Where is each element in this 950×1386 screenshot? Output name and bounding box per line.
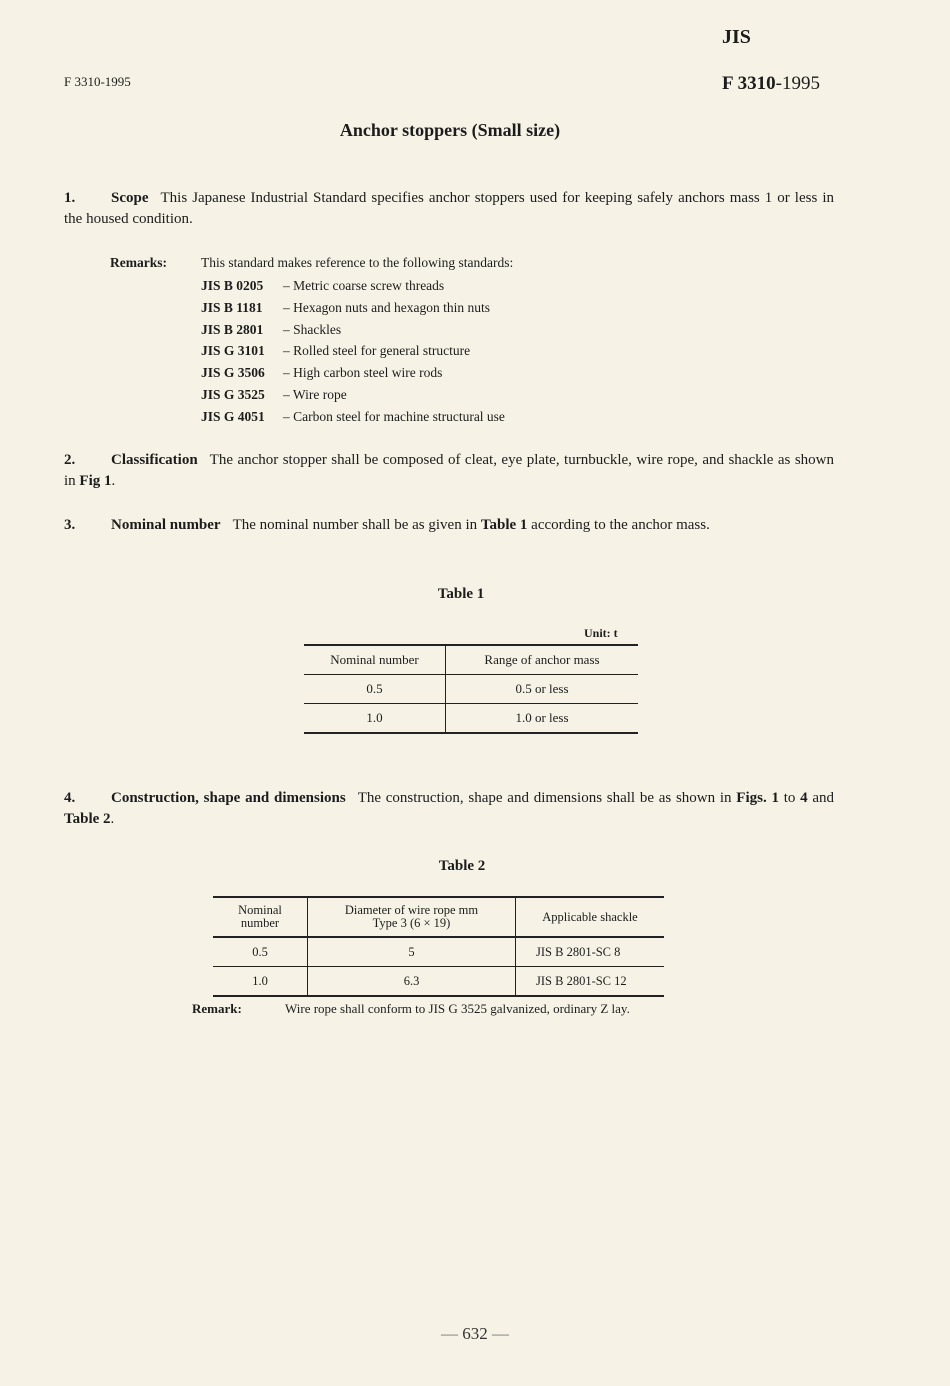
table-row <box>213 937 664 967</box>
section-text: The nominal number shall be as given in <box>232 517 481 533</box>
table-header-cell: Nominal number <box>304 645 446 675</box>
table-header-row <box>304 645 638 675</box>
table2-remark-text: Wire rope shall conform to JIS G 3525 galvanized, ordinary Z lay. <box>285 1001 630 1016</box>
table-cell: 6.3 <box>308 967 516 997</box>
standard-code: JIS G 4051 <box>201 408 265 424</box>
section-text-tail: according to the anchor mass. <box>527 517 710 533</box>
section-construction <box>64 788 834 830</box>
section-heading: Nominal number <box>111 517 221 533</box>
section-heading: Construction, shape and dimensions <box>111 790 346 806</box>
standard-item <box>201 362 505 384</box>
standard-title: – Shackles <box>283 321 342 337</box>
table-header-cell: Applicable shackle <box>516 897 665 937</box>
table-header-row <box>213 897 664 937</box>
referenced-standards-list <box>201 275 505 428</box>
figure-reference: Fig 1 <box>79 473 112 489</box>
section-scope <box>64 188 834 230</box>
section-text: The construction, shape and dimensions shall be as shown in <box>357 790 737 806</box>
section-text: The anchor stopper shall be composed of cleat, eye plate, turnbuckle, wire rope, and shackle as shown in <box>64 452 834 489</box>
table2 <box>213 896 664 997</box>
section-classification <box>64 450 834 492</box>
table2-caption: Table 2 <box>438 858 486 874</box>
section-text-mid: and <box>807 790 835 806</box>
table-header-cell: Nominal number <box>213 897 308 937</box>
section-text-tail: . <box>111 473 116 489</box>
table-cell: 5 <box>308 937 516 967</box>
table-cell: 1.0 or less <box>515 710 569 725</box>
table-cell: 0.5 or less <box>446 675 639 704</box>
standard-code: JIS G 3506 <box>201 365 265 381</box>
standard-code: JIS G 3101 <box>201 343 265 359</box>
standard-item <box>201 319 505 341</box>
section-heading: Scope <box>111 190 149 206</box>
page-number: — 632 — <box>441 1324 509 1343</box>
standard-item <box>201 406 505 428</box>
table1-caption: Table 1 <box>437 586 485 602</box>
remarks-label: Remarks: <box>110 255 167 270</box>
standard-item <box>201 384 505 406</box>
table-cell: 0.5 <box>213 937 308 967</box>
table-header-cell: Diameter of wire rope mm Type 3 (6 × 19) <box>308 897 516 937</box>
table1 <box>304 644 638 734</box>
table-cell: 1.0 <box>304 704 446 734</box>
table-row <box>304 704 638 734</box>
table-cell: 1.0 <box>213 967 308 997</box>
standard-title: – Metric coarse screw threads <box>283 278 445 293</box>
figure-reference: 4 <box>800 790 808 806</box>
section-text: This Japanese Industrial Standard specifies anchor stoppers used for keeping safely anchors mass 1 or less in the housed condition. <box>64 190 834 227</box>
table-reference: Table 2 <box>64 811 111 827</box>
remarks-intro: This standard makes reference to the following standards: <box>201 255 514 270</box>
table-row <box>304 675 638 704</box>
table-cell: JIS B 2801-SC 12 <box>536 973 627 988</box>
section-text-tail: . <box>110 811 115 827</box>
section-number: 4. <box>64 790 76 806</box>
section-text-mid: to <box>778 790 801 806</box>
section-number: 1. <box>64 190 76 206</box>
section-heading: Classification <box>111 452 198 468</box>
figure-reference: Figs. 1 <box>736 790 779 806</box>
table-cell: 0.5 <box>304 675 446 704</box>
standard-code: JIS B 0205 <box>201 278 264 293</box>
section-nominal-number <box>64 515 834 536</box>
standard-item <box>201 275 505 297</box>
table-header-cell: Range of anchor mass <box>446 645 639 675</box>
standard-item <box>201 297 505 319</box>
standard-title: – Hexagon nuts and hexagon thin nuts <box>283 299 490 315</box>
section-number: 3. <box>64 517 76 533</box>
table-reference: Table 1 <box>480 517 528 533</box>
jis-mark: JIS <box>722 26 751 48</box>
page-number-value: 632 <box>462 1324 488 1343</box>
section-number: 2. <box>64 452 76 468</box>
standard-title: – Wire rope <box>283 386 347 402</box>
table-cell: JIS B 2801-SC 8 <box>516 937 665 967</box>
table-row <box>213 967 664 997</box>
standard-code: JIS B 2801 <box>201 321 264 337</box>
table2-remark-label: Remark: <box>192 1001 242 1016</box>
standard-code: JIS G 3525 <box>201 386 265 402</box>
doc-code-right-number: F 3310 <box>722 73 776 94</box>
doc-code-right-year: -1995 <box>775 73 820 94</box>
doc-code-right <box>722 73 820 95</box>
standard-title: – Carbon steel for machine structural use <box>283 408 505 424</box>
page-title: Anchor stoppers (Small size) <box>339 120 561 140</box>
standard-code: JIS B 1181 <box>201 299 263 315</box>
standard-title: – High carbon steel wire rods <box>283 365 443 381</box>
standard-title: – Rolled steel for general structure <box>283 343 471 359</box>
standard-item <box>201 340 505 362</box>
table1-unit: Unit: t <box>584 626 618 640</box>
doc-code-left: F 3310-1995 <box>64 74 131 89</box>
